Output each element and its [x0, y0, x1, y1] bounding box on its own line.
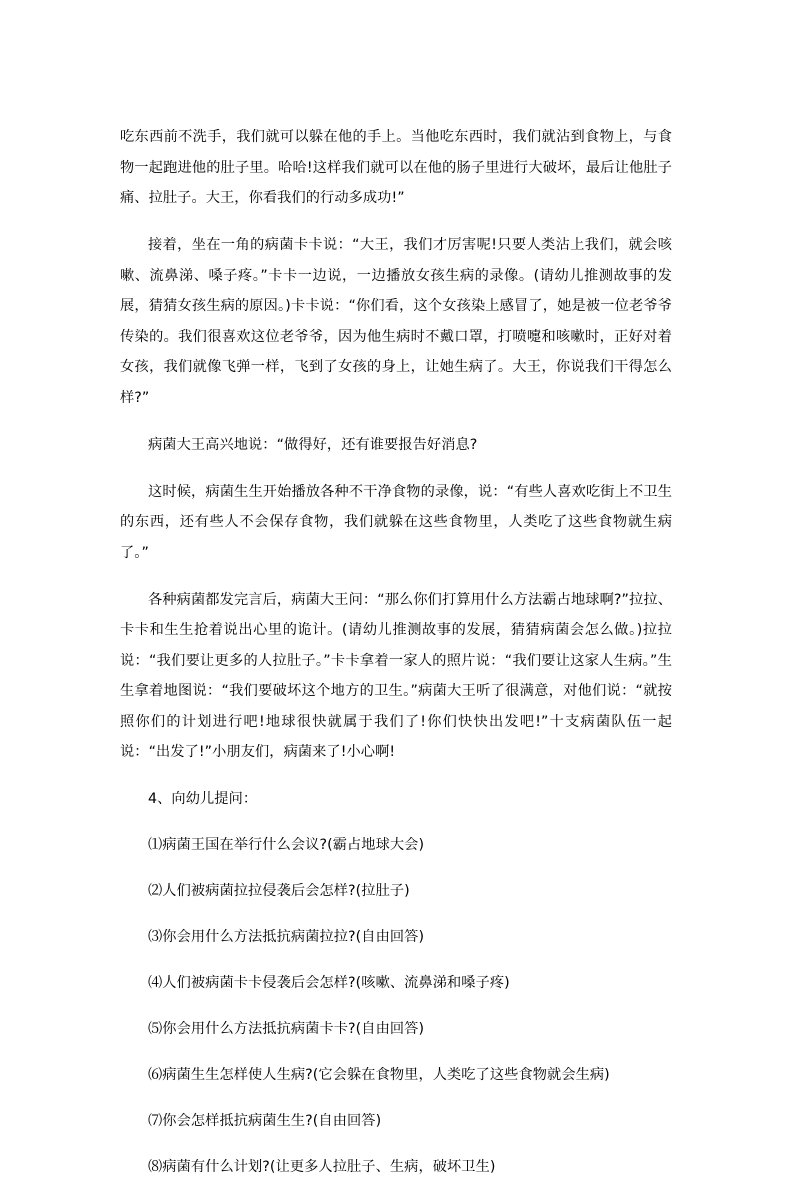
- question-item: ⑹病菌生生怎样使人生病?(它会躲在食物里，人类吃了这些食物就会生病): [148, 1067, 610, 1083]
- question-item: ⑻病菌有什么计划?(让更多人拉肚子、生病，破坏卫生): [148, 1159, 496, 1175]
- question-item: ⑶你会用什么方法抵抗病菌拉拉?(自由回答): [148, 929, 425, 945]
- paragraph-continuation: 吃东西前不洗手，我们就可以躲在他的手上。当他吃东西时，我们就沾到食物上，与食物一起跑进他的肚子里。哈哈!这样我们就可以在他的肠子里进行大破坏，最后让他肚子痛、拉肚子。大王，你看我们的行动多成功!”: [120, 129, 672, 206]
- paragraph-plan: 各种病菌都发完言后，病菌大王问：“那么你们打算用什么方法霸占地球啊?”拉拉、卡卡和生生抢着说出心里的诡计。(请幼儿推测故事的发展，猜猜病菌会怎么做。)拉拉说：“我们要让更多的人拉肚子。”卡卡拿着一家人的照片说：“我们要让这家人生病。”生生拿着地图说：“我们要破坏这个地方的卫生。”病菌大王听了很满意，对他们说：“就按照你们的计划进行吧!地球很快就属于我们了!你们快快出发吧!”十支病菌队伍一起说：“出发了!”小朋友们，病菌来了!小心啊!: [120, 591, 672, 760]
- paragraph-kaka-report: 接着，坐在一角的病菌卡卡说：“大王，我们才厉害呢!只要人类沾上我们，就会咳嗽、流鼻涕、嗓子疼。”卡卡一边说，一边播放女孩生病的录像。(请幼儿推测故事的发展，猜猜女孩生病的原因。)卡卡说：“你们看，这个女孩染上感冒了，她是被一位老爷爷传染的。我们很喜欢这位老爷爷，因为他生病时不戴口罩，打喷嚏和咳嗽时，正好对着女孩，我们就像飞弹一样，飞到了女孩的身上，让她生病了。大王，你说我们干得怎么样?”: [120, 237, 672, 406]
- question-item: ⑴病菌王国在举行什么会议?(霸占地球大会): [148, 837, 425, 853]
- paragraph-shengsheng-report: 这时候，病菌生生开始播放各种不干净食物的录像，说：“有些人喜欢吃街上不卫生的东西，还有些人不会保存食物，我们就躲在这些食物里，人类吃了这些食物就生病了。”: [120, 483, 672, 561]
- question-item: ⑸你会用什么方法抵抗病菌卡卡?(自由回答): [148, 1021, 425, 1037]
- paragraph-king-reply: 病菌大王高兴地说：“做得好，还有谁要报告好消息?: [148, 436, 478, 453]
- section-heading-questions: 4、向幼儿提问：: [148, 791, 258, 807]
- question-item: ⑵人们被病菌拉拉侵袭后会怎样?(拉肚子): [148, 883, 410, 899]
- question-item: ⑷人们被病菌卡卡侵袭后会怎样?(咳嗽、流鼻涕和嗓子疼): [148, 975, 510, 991]
- document-body: [120, 122, 672, 1198]
- question-item: ⑺你会怎样抵抗病菌生生?(自由回答): [148, 1113, 382, 1129]
